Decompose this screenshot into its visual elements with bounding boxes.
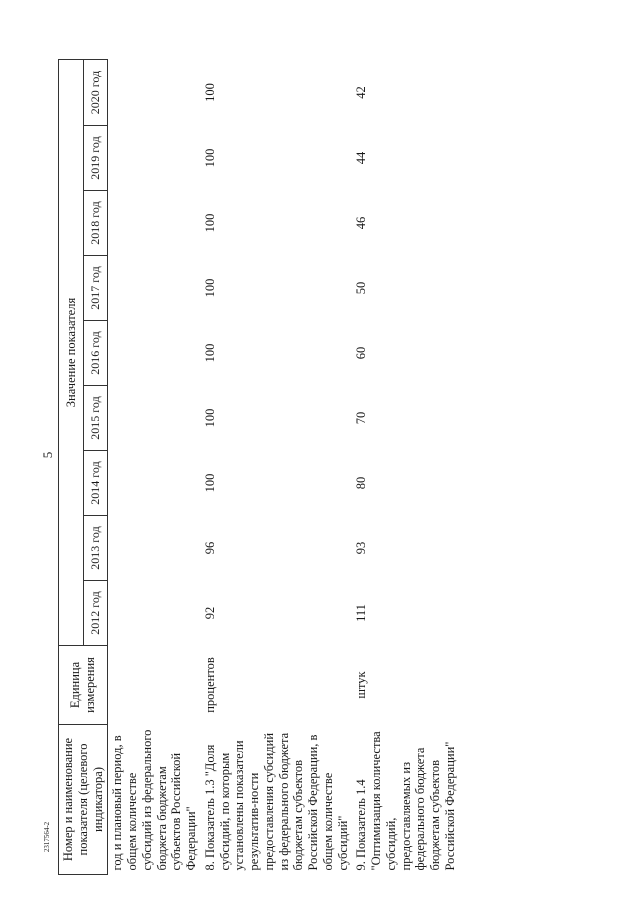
indicator-value bbox=[108, 451, 201, 516]
indicator-value: 46 bbox=[354, 216, 369, 230]
indicator-name: 8. Показатель 1.3 "Доля субсидий, по которым установлены показатели результатив-ности предоставления субсидий из федерального бюджета бюджетам субъектов Российской Федерации, в общем количестве субсидий" bbox=[202, 732, 350, 871]
header-unit: Единица измерения bbox=[59, 646, 108, 725]
indicator-value: 111 bbox=[354, 604, 369, 622]
rotated-table-container bbox=[58, 60, 548, 875]
header-name: Номер и наименование показателя (целевого индикатора) bbox=[59, 725, 108, 875]
header-value-group: Значение показателя bbox=[59, 59, 84, 645]
indicator-value: 50 bbox=[354, 281, 369, 295]
indicator-value: 80 bbox=[354, 476, 369, 490]
indicator-value: 100 bbox=[202, 213, 217, 233]
indicator-name: 9. Показатель 1.4 "Оптимизация количества субсидий, предоставляемых из федерального бюджета бюджетам субъектов Российской Федерации" bbox=[354, 731, 457, 871]
header-year: 2015 год bbox=[84, 386, 108, 451]
indicator-unit bbox=[108, 646, 201, 725]
header-year: 2014 год bbox=[84, 451, 108, 516]
indicator-value: 100 bbox=[202, 148, 217, 168]
indicator-value bbox=[108, 386, 201, 451]
header-year: 2016 год bbox=[84, 321, 108, 386]
header-year: 2012 год bbox=[84, 581, 108, 646]
indicator-value: 60 bbox=[354, 346, 369, 360]
indicator-value: 100 bbox=[202, 278, 217, 298]
indicator-value bbox=[108, 581, 201, 646]
table-row bbox=[352, 59, 459, 874]
indicator-value: 92 bbox=[202, 606, 217, 620]
indicator-value bbox=[108, 516, 201, 581]
header-year: 2018 год bbox=[84, 191, 108, 256]
table-row bbox=[108, 59, 201, 874]
indicator-table bbox=[58, 59, 460, 875]
indicator-value bbox=[108, 126, 201, 191]
indicator-value: 100 bbox=[202, 408, 217, 428]
indicator-value: 100 bbox=[202, 83, 217, 102]
indicator-value: 42 bbox=[354, 86, 369, 99]
header-row-1 bbox=[59, 59, 84, 874]
page-number: 5 bbox=[40, 451, 55, 459]
header-year: 2017 год bbox=[84, 256, 108, 321]
indicator-value: 96 bbox=[202, 541, 217, 555]
header-year: 2019 год bbox=[84, 126, 108, 191]
indicator-value: 100 bbox=[202, 473, 217, 493]
indicator-value: 100 bbox=[202, 343, 217, 363]
indicator-value bbox=[108, 59, 201, 125]
indicator-name: год и плановый период, в общем количестве субсидий из федерального бюджета бюджетам субъектов Российской Федерации" bbox=[110, 729, 198, 871]
document-code: 2317564-2 bbox=[43, 821, 51, 853]
header-year: 2013 год bbox=[84, 516, 108, 581]
indicator-value bbox=[108, 191, 201, 256]
indicator-value: 44 bbox=[354, 151, 369, 165]
indicator-value bbox=[108, 321, 201, 386]
header-year: 2020 год bbox=[84, 59, 108, 125]
indicator-value: 70 bbox=[354, 411, 369, 425]
indicator-unit: штук bbox=[354, 671, 369, 699]
indicator-unit: процентов bbox=[202, 657, 217, 713]
table-row bbox=[201, 59, 353, 874]
indicator-value: 93 bbox=[354, 541, 369, 555]
indicator-value bbox=[108, 256, 201, 321]
